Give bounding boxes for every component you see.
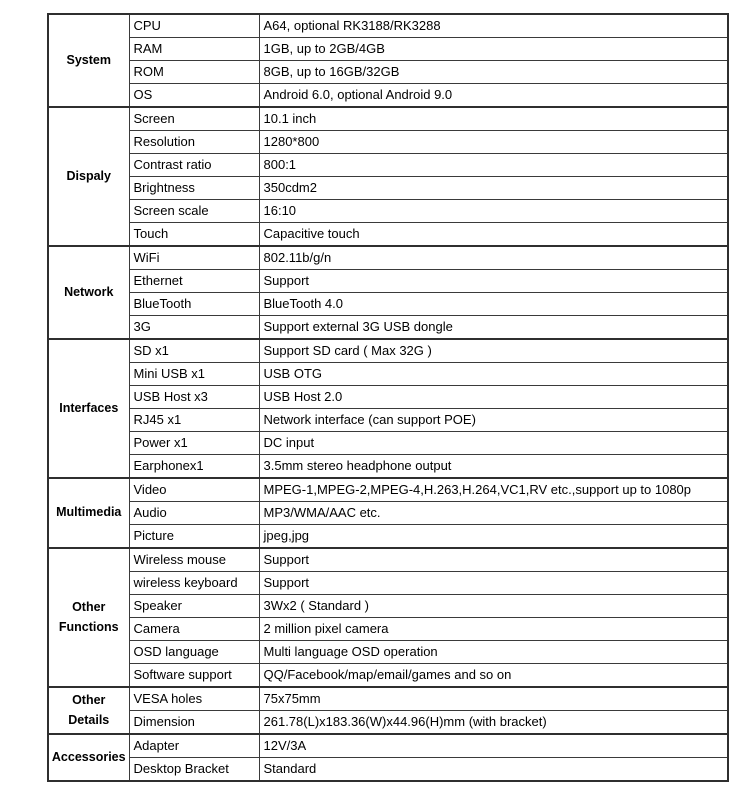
spec-row [48, 548, 728, 572]
spec-label-cell: Power x1 [129, 432, 259, 455]
spec-label-cell: Video [129, 478, 259, 502]
spec-label-cell: ROM [129, 61, 259, 84]
spec-row [48, 711, 728, 735]
spec-value-cell: MP3/WMA/AAC etc. [259, 502, 728, 525]
spec-value-cell: jpeg,jpg [259, 525, 728, 549]
spec-label-cell: Audio [129, 502, 259, 525]
spec-value-cell: Network interface (can support POE) [259, 409, 728, 432]
spec-label-cell: RAM [129, 38, 259, 61]
spec-value-cell: 12V/3A [259, 734, 728, 758]
spec-value-cell: USB Host 2.0 [259, 386, 728, 409]
spec-value-cell: Support [259, 548, 728, 572]
spec-table-body [48, 14, 728, 781]
spec-row [48, 38, 728, 61]
spec-label-cell: Dimension [129, 711, 259, 735]
spec-row [48, 595, 728, 618]
spec-label-cell: Wireless mouse [129, 548, 259, 572]
spec-value-cell: Support external 3G USB dongle [259, 316, 728, 340]
spec-value-cell: 3Wx2 ( Standard ) [259, 595, 728, 618]
spec-label-cell: VESA holes [129, 687, 259, 711]
spec-value-cell: 75x75mm [259, 687, 728, 711]
spec-row [48, 572, 728, 595]
spec-value-cell: Multi language OSD operation [259, 641, 728, 664]
spec-label-cell: WiFi [129, 246, 259, 270]
spec-row [48, 525, 728, 549]
spec-value-cell: 802.11b/g/n [259, 246, 728, 270]
spec-label-cell: Resolution [129, 131, 259, 154]
spec-value-cell: USB OTG [259, 363, 728, 386]
spec-row [48, 758, 728, 782]
category-cell: Interfaces [48, 339, 129, 478]
spec-label-cell: 3G [129, 316, 259, 340]
spec-value-cell: 261.78(L)x183.36(W)x44.96(H)mm (with bracket) [259, 711, 728, 735]
spec-row [48, 154, 728, 177]
category-cell: System [48, 14, 129, 107]
category-cell: Dispaly [48, 107, 129, 246]
spec-row [48, 455, 728, 479]
spec-label-cell: Touch [129, 223, 259, 247]
spec-label-cell: OSD language [129, 641, 259, 664]
spec-row [48, 14, 728, 38]
spec-value-cell: 8GB, up to 16GB/32GB [259, 61, 728, 84]
spec-row [48, 641, 728, 664]
spec-row [48, 177, 728, 200]
spec-row [48, 131, 728, 154]
category-cell: Accessories [48, 734, 129, 781]
spec-row [48, 316, 728, 340]
spec-value-cell: DC input [259, 432, 728, 455]
category-cell: Multimedia [48, 478, 129, 548]
spec-value-cell: MPEG-1,MPEG-2,MPEG-4,H.263,H.264,VC1,RV etc.,support up to 1080p [259, 478, 728, 502]
spec-row [48, 618, 728, 641]
spec-row [48, 246, 728, 270]
spec-row [48, 502, 728, 525]
spec-value-cell: 800:1 [259, 154, 728, 177]
spec-value-cell: A64, optional RK3188/RK3288 [259, 14, 728, 38]
category-cell: Other Functions [48, 548, 129, 687]
category-cell: Other Details [48, 687, 129, 734]
spec-value-cell: 16:10 [259, 200, 728, 223]
spec-row [48, 664, 728, 688]
spec-value-cell: Android 6.0, optional Android 9.0 [259, 84, 728, 108]
spec-value-cell: Standard [259, 758, 728, 782]
spec-value-cell: 1GB, up to 2GB/4GB [259, 38, 728, 61]
spec-label-cell: SD x1 [129, 339, 259, 363]
spec-label-cell: Screen scale [129, 200, 259, 223]
spec-value-cell: 1280*800 [259, 131, 728, 154]
spec-label-cell: RJ45 x1 [129, 409, 259, 432]
spec-label-cell: BlueTooth [129, 293, 259, 316]
spec-row [48, 270, 728, 293]
spec-label-cell: Ethernet [129, 270, 259, 293]
spec-value-cell: 3.5mm stereo headphone output [259, 455, 728, 479]
spec-value-cell: QQ/Facebook/map/email/games and so on [259, 664, 728, 688]
spec-label-cell: Contrast ratio [129, 154, 259, 177]
spec-row [48, 363, 728, 386]
spec-row [48, 339, 728, 363]
spec-value-cell: 10.1 inch [259, 107, 728, 131]
spec-row [48, 386, 728, 409]
spec-value-cell: BlueTooth 4.0 [259, 293, 728, 316]
spec-label-cell: OS [129, 84, 259, 108]
spec-label-cell: Brightness [129, 177, 259, 200]
spec-table [47, 13, 729, 782]
spec-row [48, 409, 728, 432]
spec-label-cell: Software support [129, 664, 259, 688]
spec-row [48, 61, 728, 84]
spec-label-cell: wireless keyboard [129, 572, 259, 595]
spec-sheet-page [0, 13, 750, 793]
spec-value-cell: Support SD card ( Max 32G ) [259, 339, 728, 363]
spec-value-cell: 350cdm2 [259, 177, 728, 200]
category-cell: Network [48, 246, 129, 339]
spec-label-cell: CPU [129, 14, 259, 38]
spec-row [48, 432, 728, 455]
spec-label-cell: Picture [129, 525, 259, 549]
spec-label-cell: Screen [129, 107, 259, 131]
spec-label-cell: Adapter [129, 734, 259, 758]
spec-value-cell: 2 million pixel camera [259, 618, 728, 641]
spec-row [48, 223, 728, 247]
spec-row [48, 107, 728, 131]
spec-row [48, 84, 728, 108]
spec-label-cell: Earphonex1 [129, 455, 259, 479]
spec-value-cell: Capacitive touch [259, 223, 728, 247]
spec-label-cell: Camera [129, 618, 259, 641]
spec-row [48, 293, 728, 316]
spec-label-cell: Desktop Bracket [129, 758, 259, 782]
spec-label-cell: Speaker [129, 595, 259, 618]
spec-row [48, 687, 728, 711]
spec-value-cell: Support [259, 270, 728, 293]
spec-row [48, 734, 728, 758]
spec-row [48, 200, 728, 223]
spec-label-cell: Mini USB x1 [129, 363, 259, 386]
spec-label-cell: USB Host x3 [129, 386, 259, 409]
spec-value-cell: Support [259, 572, 728, 595]
spec-row [48, 478, 728, 502]
